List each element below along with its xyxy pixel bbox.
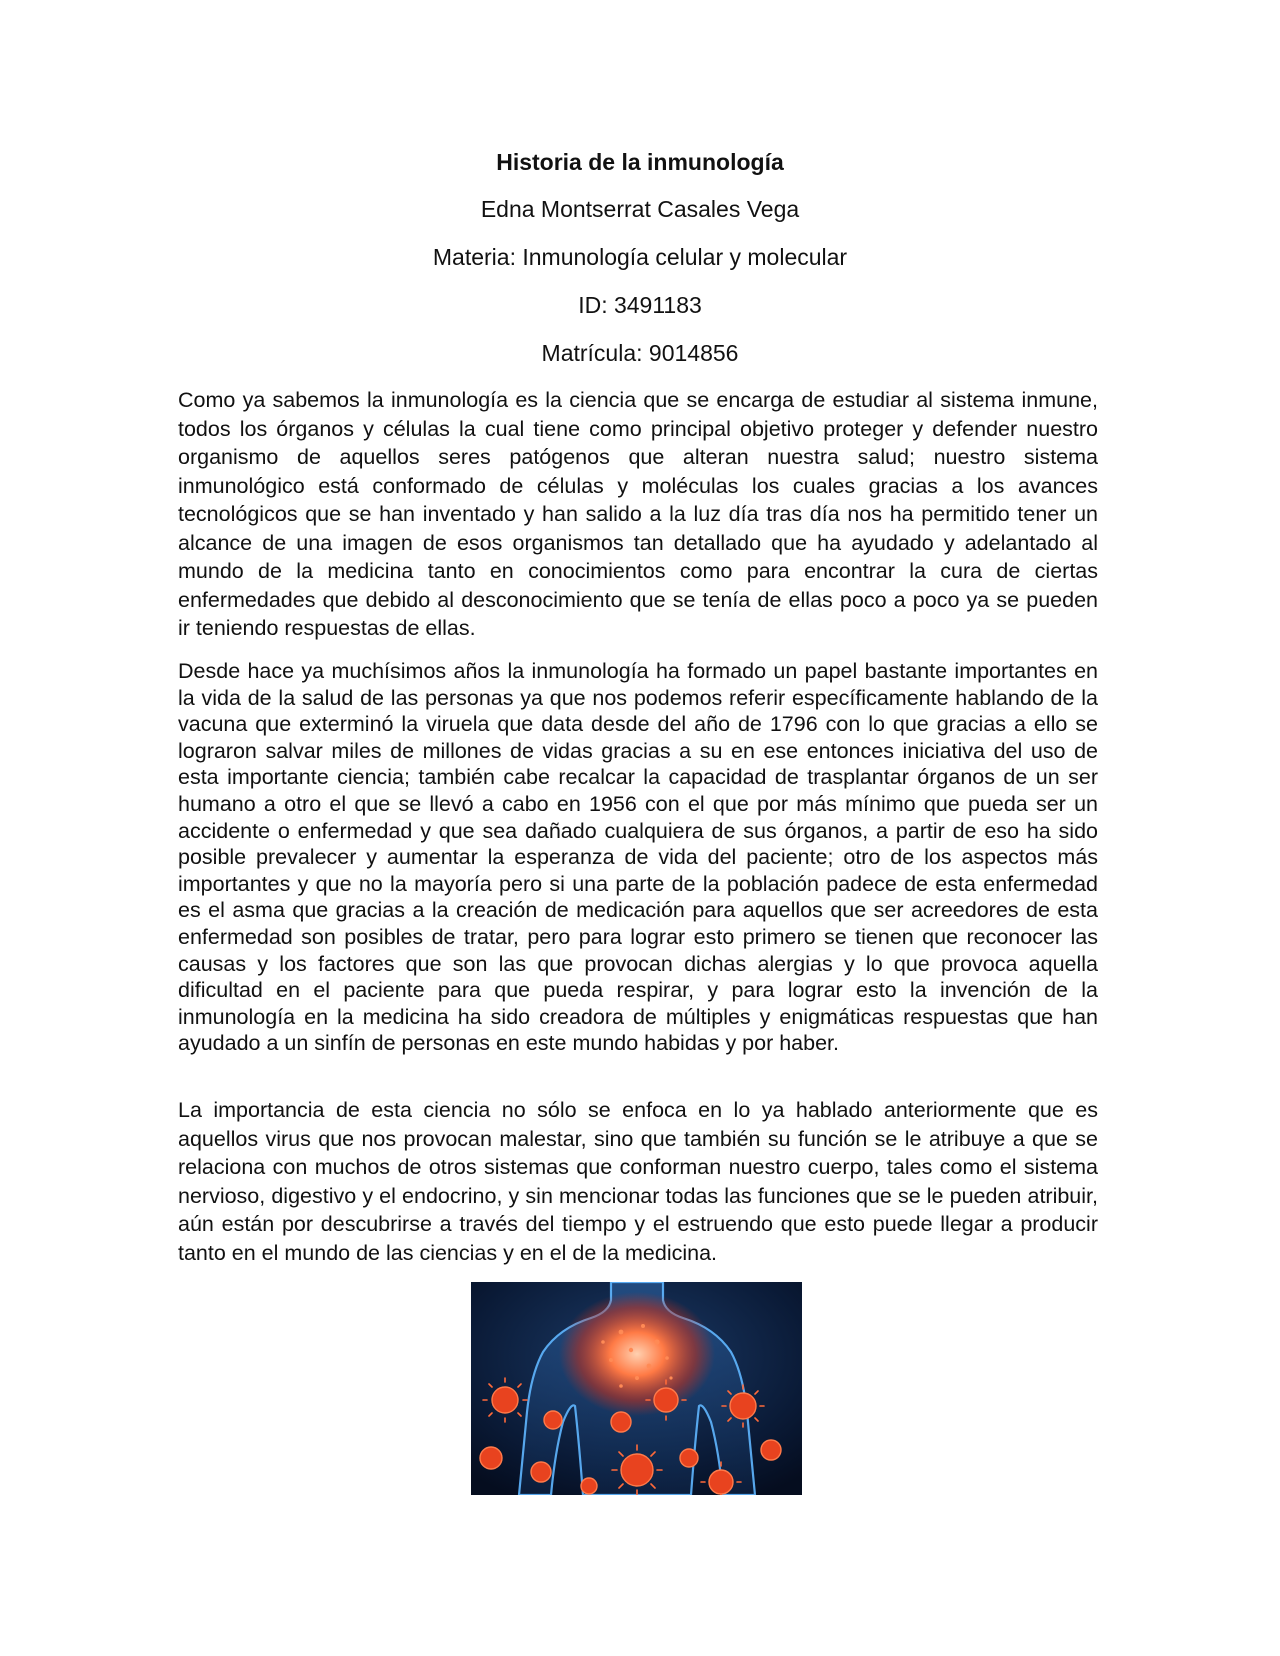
immune-system-illustration	[471, 1282, 802, 1495]
paragraph-1: Como ya sabemos la inmunología es la ciencia que se encarga de estudiar al sistema inmune, todos los órganos y células la cual tiene como principal objetivo proteger y defender nuestro organismo de aquellos seres patógenos que alteran nuestra salud; nuestro sistema inmunológico está conformado de células y moléculas los cuales gracias a los avances tecnológicos que se han inventado y han salido a la luz día tras día nos ha permitido tener un alcance de una imagen de esos organismos tan detallado que ha ayudado y adelantado al mundo de la medicina tanto en conocimientos como para encontrar la cura de ciertas enfermedades que debido al desconocimiento que se tenía de ellas poco a poco ya se pueden ir teniendo respuestas de ellas.	[178, 388, 1098, 640]
id-line: ID: 3491183	[578, 292, 702, 318]
subject-line: Materia: Inmunología celular y molecular	[432, 244, 848, 270]
human-torso-illustration	[471, 1282, 802, 1495]
paragraph-2: Desde hace ya muchísimos años la inmunología ha formado un papel bastante importantes en la vida de la salud de las personas ya que nos podemos referir específicamente hablando de la vacuna que exterminó la viruela que data desde del año de 1796 con lo que gracias a ello se lograron salvar miles de millones de vidas gracias a su en ese entonces iniciativa del uso de esta importante ciencia; también cabe recalcar la capacidad de trasplantar órganos de un ser humano a otro el que se llevó a cabo en 1956 con el que por más mínimo que pueda ser un accidente o enfermedad y que sea dañado cualquiera de sus órganos, a partir de eso ha sido posible prevalecer y aumentar la esperanza de vida del paciente; otro de los aspectos más importantes y que no la mayoría pero si una parte de la población padece de esta enfermedad es el asma que gracias a la creación de medicación para aquellos que ser acreedores de esta enfermedad son posibles de tratar, pero para lograr esto primero se tienen que reconocer las causas y los factores que son las que provocan dichas alergias y lo que provoca aquella dificultad en el paciente para que pueda respirar, y para lograr esto la invención de la inmunología en la medicina ha sido creadora de múltiples y enigmáticas respuestas que han ayudado a un sinfín de personas en este mundo habidas y por haber.	[178, 659, 1098, 1056]
matricula-line: Matrícula: 9014856	[541, 340, 739, 366]
author-name: Edna Montserrat Casales Vega	[480, 196, 800, 222]
document-title: Historia de la inmunología	[496, 149, 784, 175]
paragraph-3: La importancia de esta ciencia no sólo se enfoca en lo ya hablado anteriormente que es aquellos virus que nos provocan malestar, sino que también su función se le atribuye a que se relaciona con muchos de otros sistemas que conforman nuestro cuerpo, tales como el sistema nervioso, digestivo y el endocrino, y sin mencionar todas las funciones que se le pueden atribuir, aún están por descubrirse a través del tiempo y el estruendo que esto puede llegar a producir tanto en el mundo de las ciencias y en el de la medicina.	[178, 1098, 1098, 1265]
